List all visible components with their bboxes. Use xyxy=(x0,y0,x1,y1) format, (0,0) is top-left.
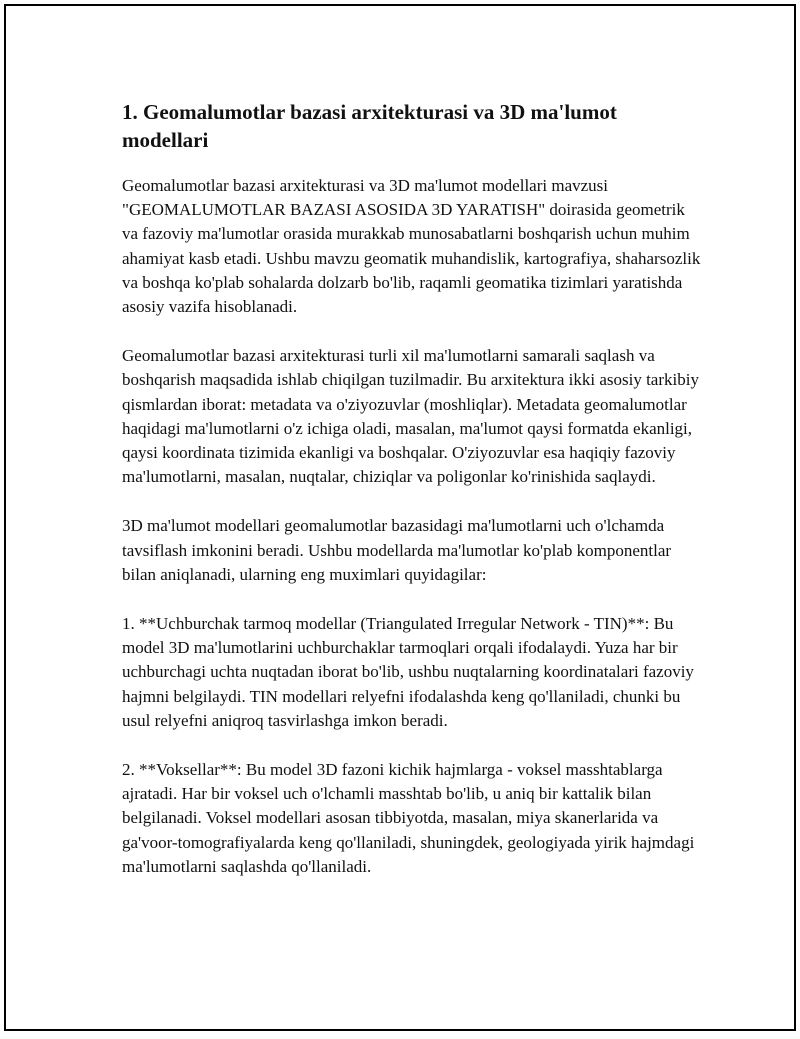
paragraph-architecture: Geomalumotlar bazasi arxitekturasi turli xil ma'lumotlarni samarali saqlash va boshqarish maqsadida ishlab chiqilgan tuzilmadir. Bu arxitektura ikki asosiy tarkibiy qismlardan iborat: metadata va o'ziyozuvlar (moshliqlar). Metadata geomalumotlar haqidagi ma'lumotlarni o'z ichiga oladi, masalan, ma'lumot qaysi formatda ekanligi, qaysi koordinata tizimida ekanligi va boshqalar. O'ziyozuvlar esa haqiqiy fazoviy ma'lumotlarni, masalan, nuqtalar, chiziqlar va poligonlar ko'rinishida saqlaydi. xyxy=(122,346,699,487)
section-title: 1. Geomalumotlar bazasi arxitekturasi va 3D ma'lumot modellari xyxy=(122,100,617,152)
paragraph-voxels: 2. **Voksellar**: Bu model 3D fazoni kichik hajmlarga - voksel masshtablarga ajratadi. Har bir voksel uch o'lchamli masshtab bo'lib, u aniq bir kattalik bilan belgilanadi. Voksel modellari asosan tibbiyotda, masalan, miya skanerlarida va ga'voor-tomografiyalarda keng qo'llaniladi, shuningdek, geologiyada yirik hajmdagi ma'lumotlarni saqlashda qo'llaniladi. xyxy=(122,760,695,876)
document-content xyxy=(122,98,702,904)
paragraph-intro: Geomalumotlar bazasi arxitekturasi va 3D ma'lumot modellari mavzusi "GEOMALUMOTLAR BAZASI ASOSIDA 3D YARATISH" doirasida geometrik va fazoviy ma'lumotlar orasida murakkab munosabatlarni boshqarish uchun muhim ahamiyat kasb etadi. Ushbu mavzu geomatik muhandislik, kartografiya, shaharsozlik va boshqa ko'plab sohalarda dolzarb bo'lib, raqamli geomatika tizimlari yaratishda asosiy vazifa hisoblanadi. xyxy=(122,176,701,317)
paragraph-3d-models: 3D ma'lumot modellari geomalumotlar bazasidagi ma'lumotlarni uch o'lchamda tavsiflash imkonini beradi. Ushbu modellarda ma'lumotlar ko'plab komponentlar bilan aniqlanadi, ularning eng muximlari quyidagilar: xyxy=(122,516,672,584)
document-page xyxy=(4,4,796,1031)
paragraph-tin: 1. **Uchburchak tarmoq modellar (Triangulated Irregular Network - TIN)**: Bu model 3D ma'lumotlarini uchburchaklar tarmoqlari orqali ifodalaydi. Yuza har bir uchburchagi uchta nuqtadan iborat bo'lib, ushbu nuqtalarning koordinatalari fazoviy hajmni belgilaydi. TIN modellari relyefni ifodalashda keng qo'llaniladi, chunki bu usul relyefni aniqroq tasvirlashga imkon beradi. xyxy=(122,614,694,730)
